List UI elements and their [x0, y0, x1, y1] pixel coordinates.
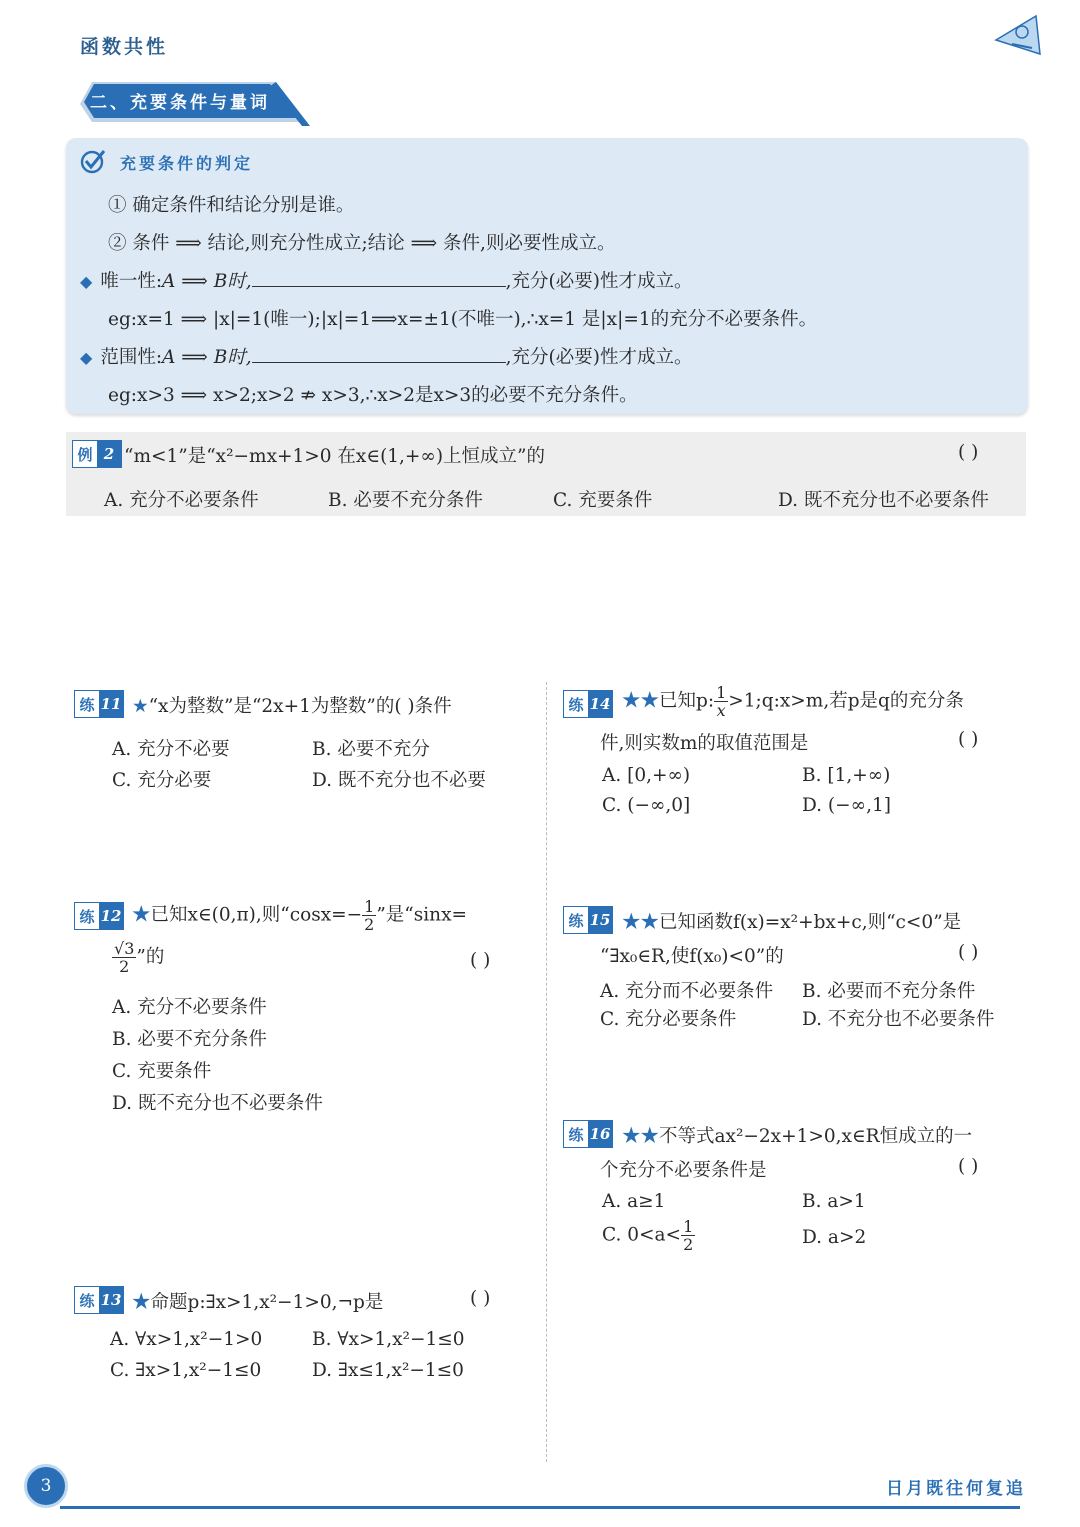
- example-tag: [72, 440, 122, 468]
- exercise-tag-label: 练: [564, 1121, 588, 1147]
- exercise-tag-12: [74, 902, 124, 930]
- fill-in-blank[interactable]: [252, 344, 506, 363]
- exercise-tag-label: 练: [75, 1287, 99, 1313]
- question-text: ”是“sinx=: [376, 904, 468, 926]
- option-text: C. 0<a<: [602, 1224, 682, 1246]
- fraction: [714, 684, 728, 719]
- exercise-14-option-a[interactable]: A. [0,+∞): [602, 765, 691, 786]
- exercise-tag-label: 练: [564, 691, 588, 717]
- check-circle-icon: [80, 148, 106, 174]
- answer-paren[interactable]: ( ): [470, 950, 491, 971]
- numerator: 1: [683, 1217, 694, 1236]
- exercise-14-question: [622, 684, 964, 719]
- question-text: 不等式ax²−2x+1>0,x∈R恒成立的一: [659, 1126, 973, 1147]
- range-label: 范围性:: [100, 347, 163, 368]
- uniqueness-rule: [80, 267, 693, 293]
- fill-in-blank[interactable]: [252, 268, 506, 287]
- exercise-12-option-c[interactable]: C. 充要条件: [112, 1061, 212, 1082]
- exercise-16-option-d[interactable]: D. a>2: [802, 1227, 867, 1248]
- summary-line-1: ① 确定条件和结论分别是谁。: [108, 195, 355, 216]
- exercise-tag-label: 练: [75, 903, 99, 929]
- footer-motto: 日月既往何复追: [886, 1479, 1026, 1499]
- example-option-a[interactable]: A. 充分不必要条件: [104, 490, 259, 511]
- example-line-2: eg:x>3 ⟹ x>2;x>2 ⇏ x>3,∴x>2是x>3的必要不充分条件。: [108, 385, 638, 406]
- answer-paren[interactable]: ( ): [958, 442, 979, 463]
- question-text: 命题p:∃x>1,x²−1>0,¬p是: [150, 1292, 384, 1313]
- exercise-tag-label: 练: [75, 691, 99, 717]
- exercise-tag-number: 16: [588, 1121, 612, 1147]
- example-line-1: eg:x=1 ⟹ |x|=1(唯一);|x|=1⟹x=±1(不唯一),∴x=1 是|x|=1的充分不必要条件。: [108, 309, 818, 330]
- exercise-12-option-d[interactable]: D. 既不充分也不必要条件: [112, 1093, 323, 1114]
- example-option-b[interactable]: B. 必要不充分条件: [328, 490, 483, 511]
- exercise-12-question: [132, 898, 467, 933]
- denominator: 2: [119, 957, 130, 976]
- question-text: 已知x∈(0,π),则“cosx=−: [150, 904, 363, 926]
- exercise-tag-16: [563, 1120, 613, 1148]
- exercise-13-option-b[interactable]: B. ∀x>1,x²−1≤0: [312, 1329, 465, 1350]
- exercise-15-question-line-2: “∃x₀∈R,使f(x₀)<0”的: [600, 946, 784, 967]
- exercise-tag-number: 14: [588, 691, 612, 717]
- answer-paren[interactable]: ( ): [958, 942, 979, 963]
- diamond-bullet-icon: ◆: [80, 348, 93, 367]
- section-title: 二、充要条件与量词: [90, 93, 270, 113]
- example-question: “m<1”是“x²−mx+1>0 在x∈(1,+∞)上恒成立”的: [124, 446, 546, 467]
- exercise-tag-label: 练: [564, 907, 588, 933]
- denominator: 2: [683, 1235, 694, 1254]
- answer-paren[interactable]: ( ): [470, 1288, 491, 1309]
- summary-heading: 充要条件的判定: [120, 154, 254, 173]
- difficulty-stars: ★★: [622, 1126, 660, 1147]
- difficulty-stars: ★: [132, 696, 149, 717]
- exercise-16-option-c[interactable]: [602, 1218, 695, 1253]
- exercise-tag-number: 12: [99, 903, 123, 929]
- fraction: [362, 898, 376, 933]
- denominator: x: [716, 701, 726, 720]
- exercise-16-option-b[interactable]: B. a>1: [802, 1191, 866, 1212]
- exercise-15-option-b[interactable]: B. 必要而不充分条件: [802, 981, 976, 1002]
- example-option-c[interactable]: C. 充要条件: [553, 490, 653, 511]
- exercise-tag-14: [563, 690, 613, 718]
- difficulty-stars: ★: [132, 904, 151, 926]
- exercise-11-option-d[interactable]: D. 既不充分也不必要: [312, 770, 486, 791]
- exercise-16-option-a[interactable]: A. a≥1: [602, 1191, 666, 1212]
- exercise-13-option-a[interactable]: A. ∀x>1,x²−1>0: [110, 1329, 263, 1350]
- uniqueness-conclusion: ,充分(必要)性才成立。: [505, 271, 693, 292]
- uniqueness-condition: A ⟹ B时,: [162, 271, 252, 292]
- exercise-14-option-c[interactable]: C. (−∞,0]: [602, 795, 691, 816]
- exercise-tag-number: 15: [588, 907, 612, 933]
- exercise-12-question-line-2: [112, 940, 164, 975]
- exercise-13-option-d[interactable]: D. ∃x≤1,x²−1≤0: [312, 1360, 464, 1381]
- range-rule: [80, 343, 693, 369]
- exercise-15-option-c[interactable]: C. 充分必要条件: [600, 1009, 737, 1030]
- running-header: 函数共性: [80, 36, 169, 58]
- example-tag-number: 2: [97, 441, 121, 467]
- exercise-15-option-d[interactable]: D. 不充分也不必要条件: [802, 1009, 995, 1030]
- exercise-tag-11: [74, 690, 124, 718]
- exercise-13-question: [132, 1288, 383, 1314]
- column-divider: [546, 682, 547, 1462]
- exercise-15-option-a[interactable]: A. 充分而不必要条件: [600, 981, 774, 1002]
- logo-icon: [992, 10, 1044, 62]
- exercise-16-question: [622, 1122, 972, 1148]
- example-option-d[interactable]: D. 既不充分也不必要条件: [778, 490, 989, 511]
- uniqueness-label: 唯一性:: [100, 271, 163, 292]
- exercise-12-option-b[interactable]: B. 必要不充分条件: [112, 1029, 267, 1050]
- question-text: “x为整数”是“2x+1为整数”的( )条件: [148, 696, 452, 717]
- numerator: 1: [364, 897, 375, 916]
- question-text: 已知p:: [659, 690, 715, 712]
- exercise-11-option-b[interactable]: B. 必要不充分: [312, 739, 430, 760]
- numerator: 1: [716, 683, 727, 702]
- fraction: [681, 1218, 695, 1253]
- question-text: 已知函数f(x)=x²+bx+c,则“c<0”是: [659, 912, 962, 933]
- summary-line-2: ② 条件 ⟹ 结论,则充分性成立;结论 ⟹ 条件,则必要性成立。: [108, 233, 616, 254]
- numerator: √3: [114, 939, 135, 958]
- difficulty-stars: ★★: [622, 690, 660, 712]
- exercise-tag-15: [563, 906, 613, 934]
- exercise-14-question-line-2: 件,则实数m的取值范围是: [600, 733, 809, 754]
- footer-rule: [60, 1506, 1020, 1509]
- exercise-tag-number: 11: [99, 691, 123, 717]
- range-condition: A ⟹ B时,: [162, 347, 252, 368]
- exercise-11-option-a[interactable]: A. 充分不必要: [112, 739, 230, 760]
- exercise-15-question: [622, 908, 961, 934]
- question-text: >1;q:x>m,若p是q的充分条: [728, 690, 964, 712]
- exercise-tag-13: [74, 1286, 124, 1314]
- exercise-tag-number: 13: [99, 1287, 123, 1313]
- denominator: 2: [364, 915, 375, 934]
- example-tag-label: 例: [73, 441, 97, 467]
- question-text: ”的: [136, 946, 165, 968]
- exercise-14-option-b[interactable]: B. [1,+∞): [802, 765, 891, 786]
- diamond-bullet-icon: ◆: [80, 272, 93, 291]
- answer-paren[interactable]: ( ): [958, 729, 979, 750]
- difficulty-stars: ★★: [622, 912, 660, 933]
- exercise-11-question: [132, 692, 452, 718]
- range-conclusion: ,充分(必要)性才成立。: [505, 347, 693, 368]
- difficulty-stars: ★: [132, 1292, 151, 1313]
- fraction: [112, 940, 136, 975]
- exercise-12-option-a[interactable]: A. 充分不必要条件: [112, 997, 267, 1018]
- exercise-13-option-c[interactable]: C. ∃x>1,x²−1≤0: [110, 1360, 262, 1381]
- page-number: 3: [24, 1464, 68, 1508]
- answer-paren[interactable]: ( ): [958, 1156, 979, 1177]
- exercise-14-option-d[interactable]: D. (−∞,1]: [802, 795, 891, 816]
- exercise-16-question-line-2: 个充分不必要条件是: [600, 1160, 767, 1181]
- exercise-11-option-c[interactable]: C. 充分必要: [112, 770, 212, 791]
